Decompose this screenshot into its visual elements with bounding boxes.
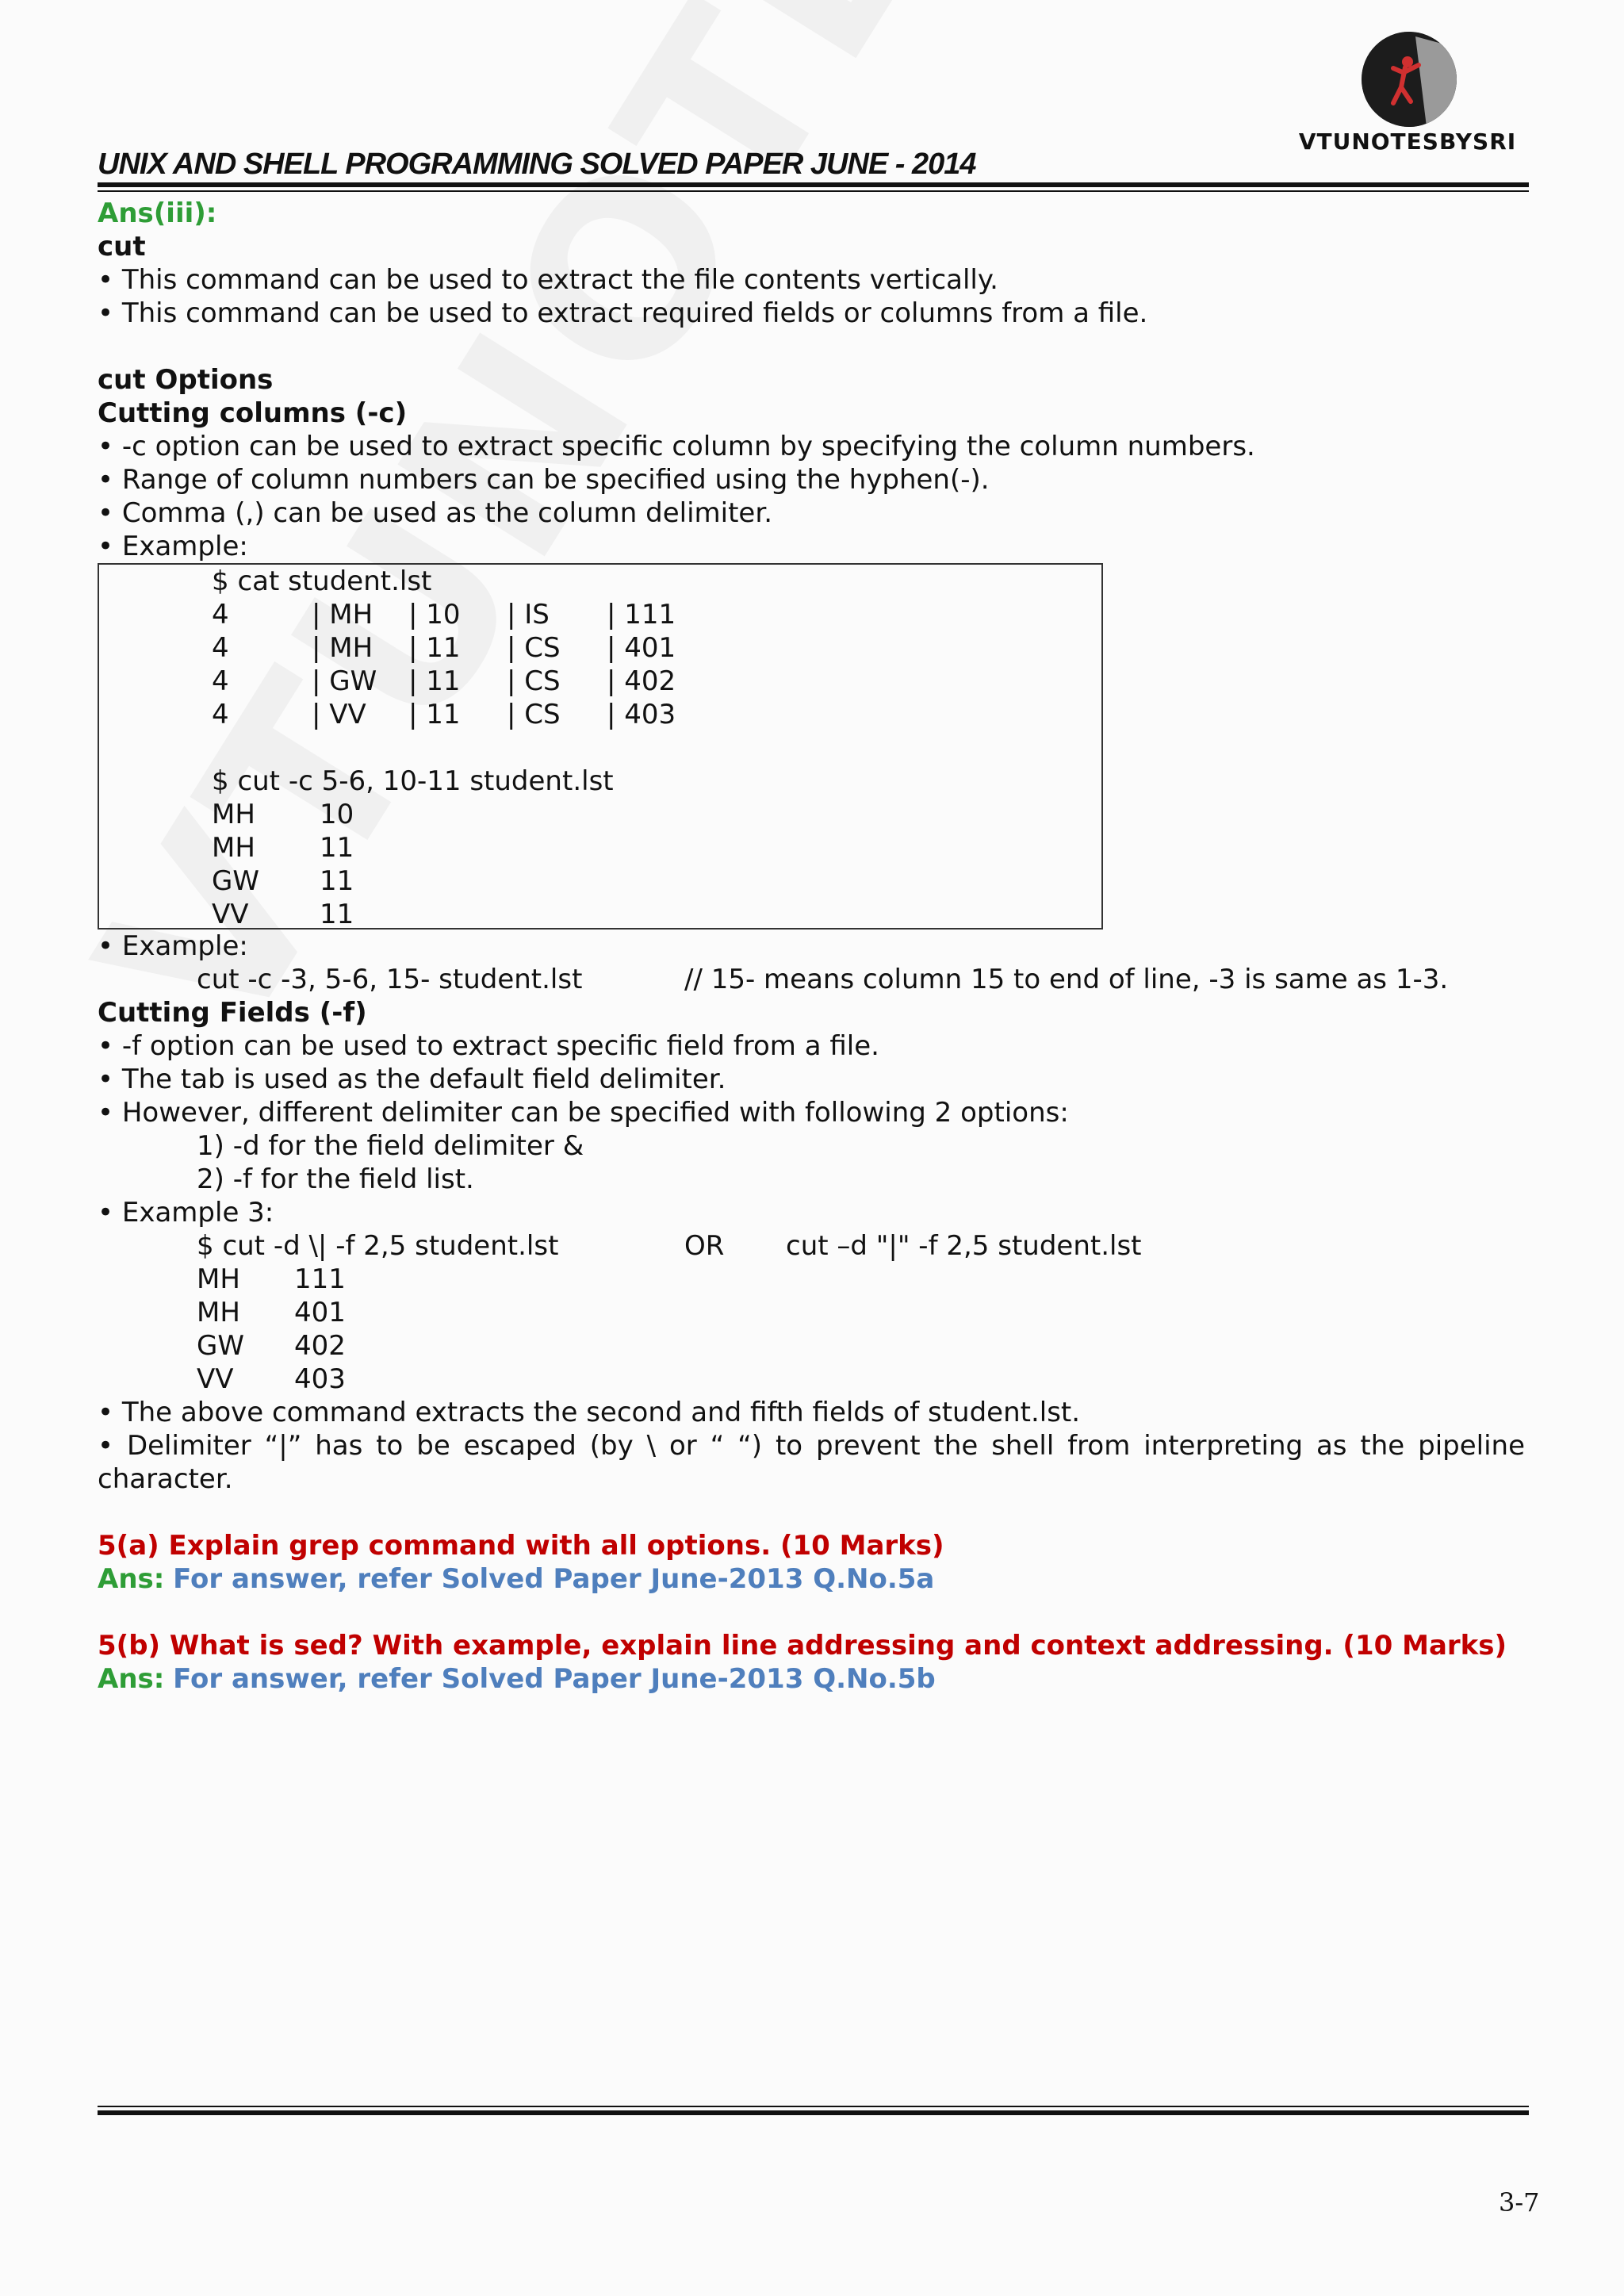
output-row: MH 401 <box>197 1297 346 1328</box>
question-5b: 5(b) What is sed? With example, explain line addressing and context addressing. (10 Marks) <box>98 1630 1507 1662</box>
answer-5a <box>98 1562 1525 1596</box>
command-text: cut –d "|" -f 2,5 student.lst <box>786 1230 1142 1262</box>
example2-line <box>98 963 1525 996</box>
answer-label: Ans: <box>98 1663 165 1695</box>
output-row: GW 11 <box>212 865 354 897</box>
bullet: • This command can be used to extract the file contents vertically. <box>98 264 998 296</box>
bullet: • Delimiter “|” has to be escaped (by \ or “ “) to prevent the shell from interpreting as the pipeline <box>98 1430 1525 1462</box>
output-row: VV 11 <box>212 899 354 930</box>
page-number: 3-7 <box>1499 2187 1540 2217</box>
answer-label: Ans: <box>98 1563 165 1595</box>
bullet: • This command can be used to extract required fields or columns from a file. <box>98 297 1148 329</box>
page-content <box>98 197 1525 1696</box>
output-row: GW 402 <box>197 1330 346 1362</box>
option-item: 1) -d for the field delimiter & <box>197 1130 584 1162</box>
or-text: OR <box>684 1230 725 1262</box>
page-header-title: UNIX AND SHELL PROGRAMMING SOLVED PAPER JUNE - 2014 <box>98 148 976 181</box>
answer-reference: For answer, refer Solved Paper June-2013 Q.No.5a <box>173 1563 935 1595</box>
output-row: MH 11 <box>212 832 354 864</box>
command-text: $ cut -d \| -f 2,5 student.lst <box>197 1230 559 1262</box>
bullet: • Example: <box>98 531 248 562</box>
cut-heading: cut <box>98 231 146 263</box>
comment-text: // 15- means column 15 to end of line, -3 is same as 1-3. <box>684 964 1449 995</box>
fields-heading: Cutting Fields (-f) <box>98 997 367 1029</box>
output-row: MH 111 <box>197 1263 346 1295</box>
bullet: • Example: <box>98 930 248 962</box>
bullet: • Comma (,) can be used as the column delimiter. <box>98 497 772 529</box>
example3-line <box>98 1229 1525 1263</box>
command-text: $ cat student.lst <box>212 565 432 597</box>
table-row: 4 | GW | 11 | CS | 402 <box>212 665 676 697</box>
example-box <box>98 563 1103 930</box>
bullet: • Example 3: <box>98 1197 274 1228</box>
bullet: • The tab is used as the default field delimiter. <box>98 1064 726 1095</box>
options-heading: cut Options <box>98 364 274 396</box>
answer-label: Ans(iii): <box>98 197 217 229</box>
bullet: • Range of column numbers can be specified using the hyphen(-). <box>98 464 990 496</box>
footer-rule <box>98 2110 1529 2115</box>
bullet-continuation: character. <box>98 1463 233 1495</box>
answer-reference: For answer, refer Solved Paper June-2013 Q.No.5b <box>173 1663 936 1695</box>
logo <box>1289 32 1526 159</box>
output-row: VV 403 <box>197 1363 346 1395</box>
output-row: MH 10 <box>212 799 354 830</box>
question-5a: 5(a) Explain grep command with all options. (10 Marks) <box>98 1530 944 1562</box>
header-rule-thin <box>98 190 1529 192</box>
command-text: cut -c -3, 5-6, 15- student.lst <box>197 964 583 995</box>
bullet: • -c option can be used to extract specific column by specifying the column numbers. <box>98 431 1255 462</box>
bullet: • The above command extracts the second and fifth fields of student.lst. <box>98 1397 1081 1428</box>
footer-rule-thin <box>98 2106 1529 2107</box>
climber-logo-icon <box>1362 32 1457 127</box>
table-row: 4 | MH | 11 | CS | 401 <box>212 632 676 664</box>
columns-heading: Cutting columns (-c) <box>98 397 408 429</box>
answer-5b <box>98 1662 1525 1696</box>
table-row: 4 | MH | 10 | IS | 111 <box>212 599 676 631</box>
bullet: • However, different delimiter can be specified with following 2 options: <box>98 1097 1069 1129</box>
logo-text: VTUNOTESBYSRI <box>1298 128 1517 155</box>
command-text: $ cut -c 5-6, 10-11 student.lst <box>212 765 614 797</box>
table-row: 4 | VV | 11 | CS | 403 <box>212 699 676 730</box>
header-rule <box>98 182 1529 187</box>
bullet: • -f option can be used to extract specific field from a file. <box>98 1030 879 1062</box>
option-item: 2) -f for the field list. <box>197 1163 474 1195</box>
